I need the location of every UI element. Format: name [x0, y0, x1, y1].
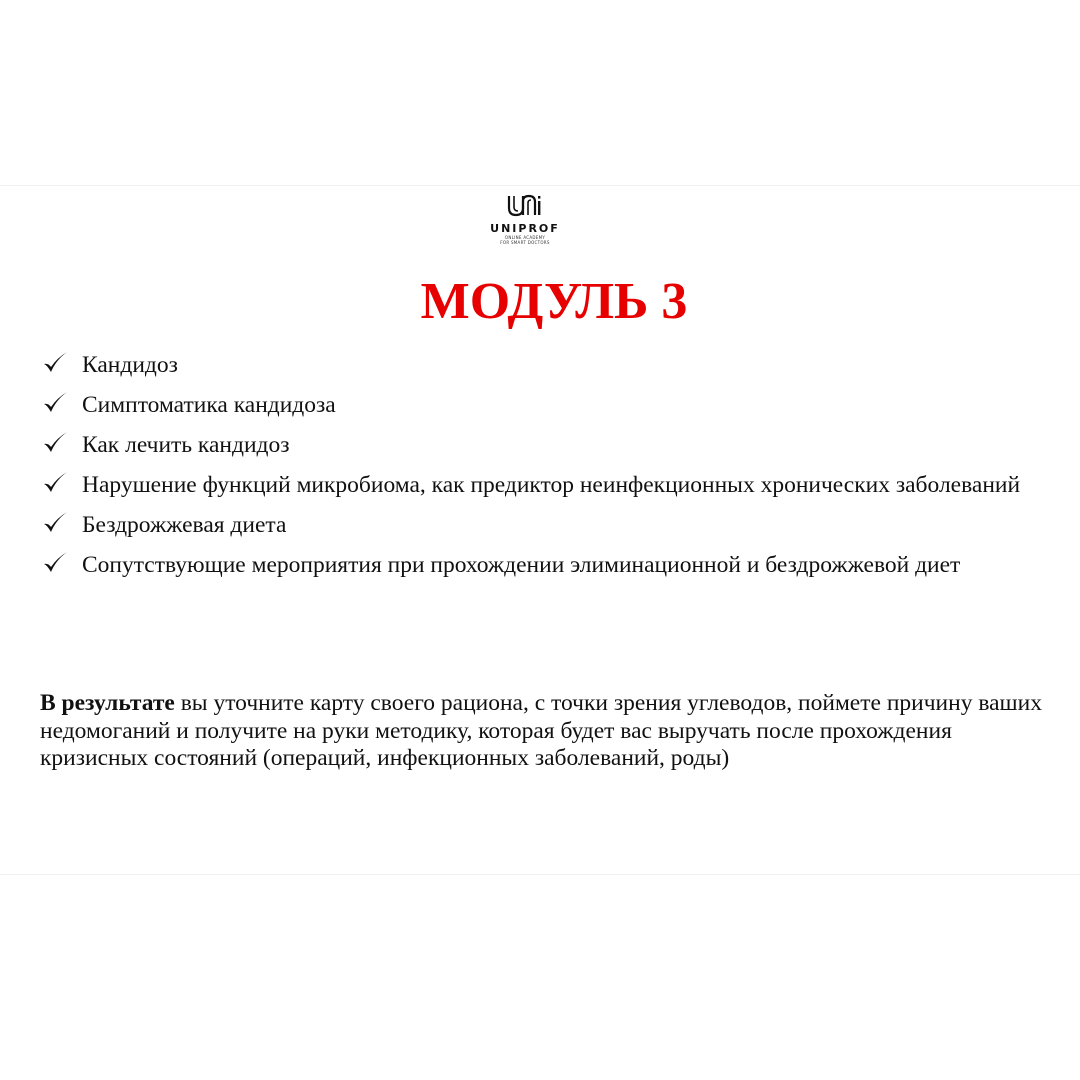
module-title: МОДУЛЬ 3	[420, 273, 688, 330]
checkmark-icon	[42, 470, 68, 496]
checkmark-icon	[42, 510, 68, 536]
result-lead: В результате	[40, 690, 175, 716]
checklist-item	[40, 512, 1050, 539]
result-paragraph	[40, 690, 1060, 773]
checklist-item-text: Как лечить кандидоз	[82, 432, 290, 458]
checklist-item	[40, 432, 1050, 459]
uniprof-logo-icon	[505, 192, 545, 220]
logo-name: UNIPROF	[490, 222, 560, 235]
logo-tagline-1: ONLINE ACADEMY	[504, 235, 546, 240]
checklist-item-text: Симптоматика кандидоза	[82, 392, 336, 418]
checklist-item	[40, 472, 1050, 499]
checkmark-icon	[42, 550, 68, 576]
checklist-item	[40, 392, 1050, 419]
uniprof-logo	[483, 192, 567, 245]
checkmark-icon	[42, 390, 68, 416]
logo-tagline-2: FOR SMART DOCTORS	[500, 240, 550, 245]
checkmark-icon	[42, 350, 68, 376]
checkmark-icon	[42, 430, 68, 456]
checklist-item-text: Сопутствующие мероприятия при прохождении элиминационной и бездрожжевой диет	[82, 552, 961, 578]
checklist-item	[40, 352, 1050, 379]
result-text: вы уточните карту своего рациона, с точки зрения углеводов, поймете причину ваших недомоганий и получите на руки методику, которая будет вас выручать после прохождения кризисных состояний (операций, инфекционных заболеваний, роды)	[40, 690, 1042, 771]
checklist-item-text: Нарушение функций микробиома, как предиктор неинфекционных хронических заболеваний	[82, 472, 1021, 498]
checklist-item-text: Кандидоз	[82, 352, 178, 378]
checklist-item	[40, 552, 1050, 579]
topic-checklist	[40, 352, 1050, 592]
checklist-item-text: Бездрожжевая диета	[82, 512, 287, 538]
